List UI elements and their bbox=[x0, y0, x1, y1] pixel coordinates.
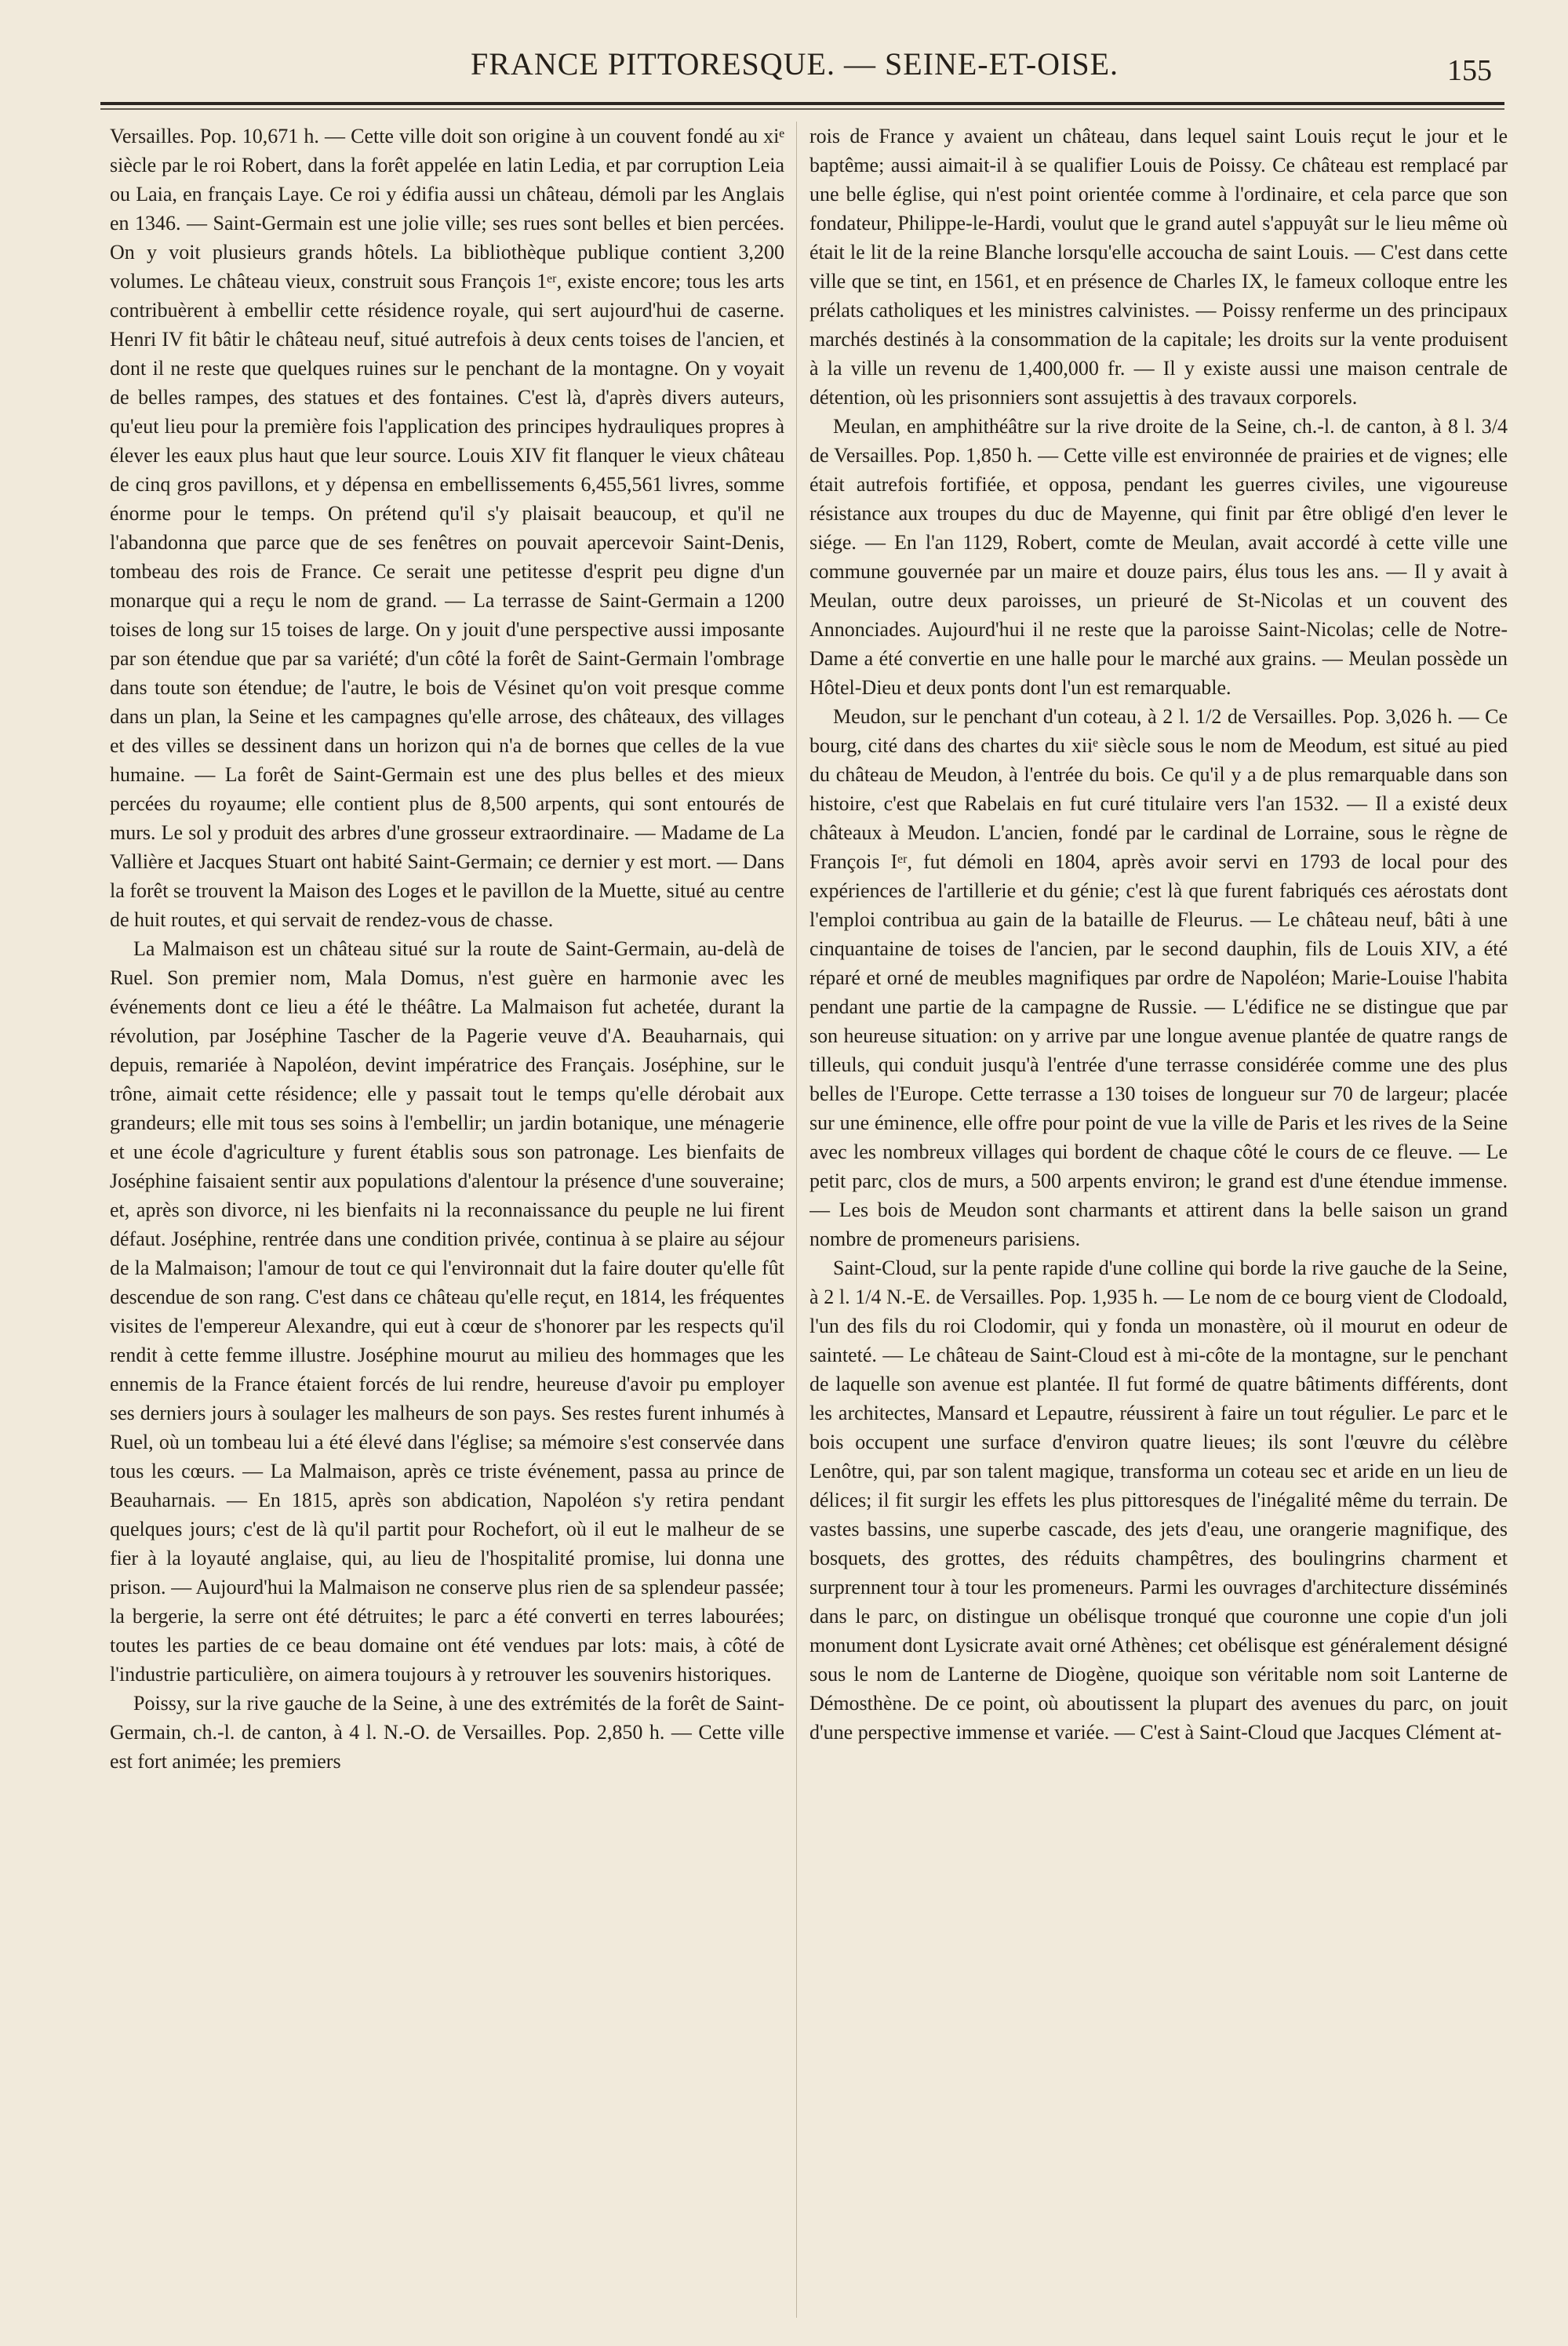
paragraph-saint-germain: Versailles. Pop. 10,671 h. — Cette ville doit son origine à un couvent fondé au xiᵉ siècle par le roi Robert, dans la forêt appelée en latin Ledia, et par corruption Leia ou Laia, en français Laye. Ce roi y édifia aussi un château, démoli par les Anglais en 1346. — Saint-Germain est une jolie ville; ses rues sont belles et bien percées. On y voit plusieurs grands hôtels. La bibliothèque publique contient 3,200 volumes. Le château vieux, construit sous François 1ᵉʳ, existe encore; tous les arts contribuèrent à embellir cette résidence royale, qui sert aujourd'hui de caserne. Henri IV fit bâtir le château neuf, situé autrefois à deux cents toises de l'ancien, et dont il ne reste que quelques ruines sur le penchant de la montagne. On y voyait de belles rampes, des statues et des fontaines. C'est là, d'après divers auteurs, qu'eut lieu pour la première fois l'application des principes hydrauliques propres à élever les eaux plus haut que leur source. Louis XIV fit flanquer le vieux château de cinq gros pavillons, et y dépensa en embellissements 6,455,561 livres, somme énorme pour le temps. On prétend qu'il s'y plaisait beaucoup, et qu'il ne l'abandonna que parce que de ses fenêtres on pouvait apercevoir Saint-Denis, tombeau des rois de France. Ce serait une petitesse d'esprit peu digne d'un monarque qui a reçu le nom de grand. — La terrasse de Saint-Germain a 1200 toises de long sur 15 toises de large. On y jouit d'une perspective aussi imposante par son étendue que par sa variété; d'un côté la forêt de Saint-Germain l'ombrage dans toute son étendue; de l'autre, le bois de Vésinet qu'on voit presque comme dans un plan, la Seine et les campagnes qu'elle arrose, des châteaux, des villages et des villes se dessinent dans un horizon qui n'a de bornes que celles de la vue humaine. — La forêt de Saint-Germain est une des plus belles et des mieux percées du royaume; elle contient plus de 8,500 arpents, qui sont entourés de murs. Le sol y produit des arbres d'une grosseur extraordinaire. — Madame de La Vallière et Jacques Stuart ont habité Saint-Germain; ce dernier y est mort. — Dans la forêt se trouvent la Maison des Loges et le pavillon de la Muette, situé au centre de huit routes, et qui servait de rendez-vous de chasse. bbox=[110, 125, 784, 931]
paragraph-malmaison: La Malmaison est un château situé sur la route de Saint-Germain, au-delà de Ruel. Son premier nom, Mala Domus, n'est guère en harmonie avec les événements dont ce lieu a été le théâtre. La Malmaison fut achetée, durant la révolution, par Joséphine Tascher de la Pagerie veuve d'A. Beauharnais, qui depuis, remariée à Napoléon, devint impératrice des Français. Joséphine, sur le trône, aimait cette résidence; elle y passait tout le temps qu'elle dérobait aux grandeurs; elle mit tous ses soins à l'embellir; un jardin botanique, une ménagerie et une école d'agriculture y furent établis sous son patronage. Les bienfaits de Joséphine faisaient sentir aux populations d'alentour la présence d'une souveraine; et, après son divorce, ni les bienfaits ni la reconnaissance du peuple ne lui firent défaut. Joséphine, rentrée dans une condition privée, continua à se plaire au séjour de la Malmaison; l'amour de tout ce qui l'environnait dut la faire douter qu'elle fût descendue de son rang. C'est dans ce château qu'elle reçut, en 1814, les fréquentes visites de l'empereur Alexandre, qui eut à cœur de s'honorer par les respects qu'il rendit à cette femme illustre. Joséphine mourut au milieu des hommages que les ennemis de la France étaient forcés de lui rendre, heureuse d'avoir pu employer ses derniers jours à soulager les malheurs de son pays. Ses restes furent inhumés à Ruel, où un tombeau lui a été élevé dans l'église; sa mémoire s'est conservée dans tous les cœurs. — La Malmaison, après ce triste événement, passa au prince de Beauharnais. — En 1815, après son abdication, Napoléon s'y retira pendant quelques jours; c'est de là qu'il partit pour Rochefort, où il eut le malheur de se fier à la loyauté anglaise, qui, au lieu de l'hospitalité promise, lui donna une prison. — Aujourd'hui la Malmaison ne conserve plus rien de sa splendeur passée; la bergerie, la serre ont été détruites; le parc a été converti en terres labourées; toutes les parties de ce beau domaine ont été vendues par lots: mais, à côté de l'industrie particulière, on aimera toujours à y retrouver les souvenirs historiques. bbox=[110, 937, 784, 1686]
page-header bbox=[0, 45, 1568, 93]
page-number: 155 bbox=[1447, 54, 1492, 87]
paragraph-poissy-continued: rois de France y avaient un château, dans lequel saint Louis reçut le jour et le baptême; aussi aimait-il à se qualifier Louis de Poissy. Ce château est remplacé par une belle église, qui n'est point orientée comme à l'ordinaire, et cela parce que son fondateur, Philippe-le-Hardi, voulut que le grand autel s'appuyât sur le lieu même où était le lit de la reine Blanche lorsqu'elle accoucha de saint Louis. — C'est dans cette ville que se tint, en 1561, et en présence de Charles IX, le fameux colloque entre les prélats catholiques et les ministres calvinistes. — Poissy renferme un des principaux marchés destinés à la consommation de la capitale; les droits sur la vente produisent à la ville un revenu de 1,400,000 fr. — Il y existe aussi une maison centrale de détention, où les prisonniers sont assujettis à des travaux corporels. bbox=[809, 125, 1508, 409]
column-divider bbox=[796, 122, 797, 2318]
paragraph-meudon: Meudon, sur le penchant d'un coteau, à 2 l. 1/2 de Versailles. Pop. 3,026 h. — Ce bourg, cité dans des chartes du xiiᵉ siècle sous le nom de Meodum, est situé au pied du château de Meudon, à l'entrée du bois. Ce qu'il y a de plus remarquable dans son histoire, c'est que Rabelais en fut curé titulaire vers l'an 1532. — Il a existé deux châteaux à Meudon. L'ancien, fondé par le cardinal de Lorraine, sous le règne de François Iᵉʳ, fut démoli en 1804, après avoir servi en 1793 de local pour des expériences de l'artillerie et du génie; c'est là que furent fabriqués ces aérostats dont l'emploi contribua au gain de la bataille de Fleurus. — Le château neuf, bâti à une cinquantaine de toises de l'ancien, par le second dauphin, fils de Louis XIV, a été réparé et orné de meubles magnifiques par ordre de Napoléon; Marie-Louise l'habita pendant une partie de la campagne de Russie. — L'édifice ne se distingue que par son heureuse situation: on y arrive par une longue avenue plantée de quatre rangs de tilleuls, qui conduit jusqu'à l'entrée d'une terrasse considérée comme une des plus belles de l'Europe. Cette terrasse a 130 toises de longueur sur 70 de largeur; placée sur une éminence, elle offre pour point de vue la ville de Paris et les rives de la Seine avec les nombreux villages qui bordent de chaque côté le cours de ce fleuve. — Le petit parc, clos de murs, a 500 arpents environ; le grand est d'une étendue immense. — Les bois de Meudon sont charmants et attirent dans la belle saison un grand nombre de promeneurs parisiens. bbox=[809, 705, 1508, 1250]
header-rule-thin bbox=[100, 108, 1504, 110]
left-column bbox=[110, 122, 784, 2333]
paragraph-poissy-start: Poissy, sur la rive gauche de la Seine, à une des extrémités de la forêt de Saint-Germain, ch.-l. de canton, à 4 l. N.-O. de Versailles. Pop. 2,850 h. — Cette ville est fort animée; les premiers bbox=[110, 1692, 784, 1773]
header-rule-thick bbox=[100, 102, 1504, 105]
right-column bbox=[809, 122, 1508, 2333]
paragraph-saint-cloud: Saint-Cloud, sur la pente rapide d'une colline qui borde la rive gauche de la Seine, à 2 l. 1/4 N.-E. de Versailles. Pop. 1,935 h. — Le nom de ce bourg vient de Clodoald, l'un des fils du roi Clodomir, qui y fonda un monastère, où il mourut en odeur de sainteté. — Le château de Saint-Cloud est à mi-côte de la montagne, sur le penchant de laquelle son avenue est plantée. Il fut formé de quatre bâtiments différents, dont les architectes, Mansard et Lepautre, réussirent à faire un tout régulier. Le parc et le bois occupent une surface d'environ quatre lieues; ils sont l'œuvre du célèbre Lenôtre, qui, par son talent magique, transforma un coteau sec et aride en un lieu de délices; il fit surgir les effets les plus pittoresques de l'inégalité même du terrain. De vastes bassins, une superbe cascade, des jets d'eau, une orangerie magnifique, des bosquets, des grottes, des réduits champêtres, des boulingrins charment et surprennent tour à tour les promeneurs. Parmi les ouvrages d'architecture disséminés dans le parc, on distingue un obélisque tronqué que couronne une copie d'un joli monument dont Lysicrate avait orné Athènes; cet obélisque est généralement désigné sous le nom de Lanterne de Diogène, quoique son véritable nom soit Lanterne de Démosthène. De ce point, où aboutissent la plupart des avenues du parc, on jouit d'une perspective immense et variée. — C'est à Saint-Cloud que Jacques Clément at- bbox=[809, 1257, 1508, 1744]
running-title: FRANCE PITTORESQUE. — SEINE-ET-OISE. bbox=[471, 46, 1119, 82]
paragraph-meulan: Meulan, en amphithéâtre sur la rive droite de la Seine, ch.-l. de canton, à 8 l. 3/4 de Versailles. Pop. 1,850 h. — Cette ville est environnée de prairies et de vignes; elle était autrefois fortifiée, et opposa, pendant les guerres civiles, une vigoureuse résistance aux troupes du duc de Mayenne, qui finit par être obligé d'en lever le siége. — En l'an 1129, Robert, comte de Meulan, avait accordé à cette ville une commune gouvernée par un maire et douze pairs, élus tous les ans. — Il y avait à Meulan, outre deux paroisses, un prieuré de St-Nicolas et un couvent des Annonciades. Aujourd'hui il ne reste que la paroisse Saint-Nicolas; celle de Notre-Dame a été convertie en une halle pour le marché aux grains. — Meulan possède un Hôtel-Dieu et deux ponts dont l'un est remarquable. bbox=[809, 415, 1508, 699]
